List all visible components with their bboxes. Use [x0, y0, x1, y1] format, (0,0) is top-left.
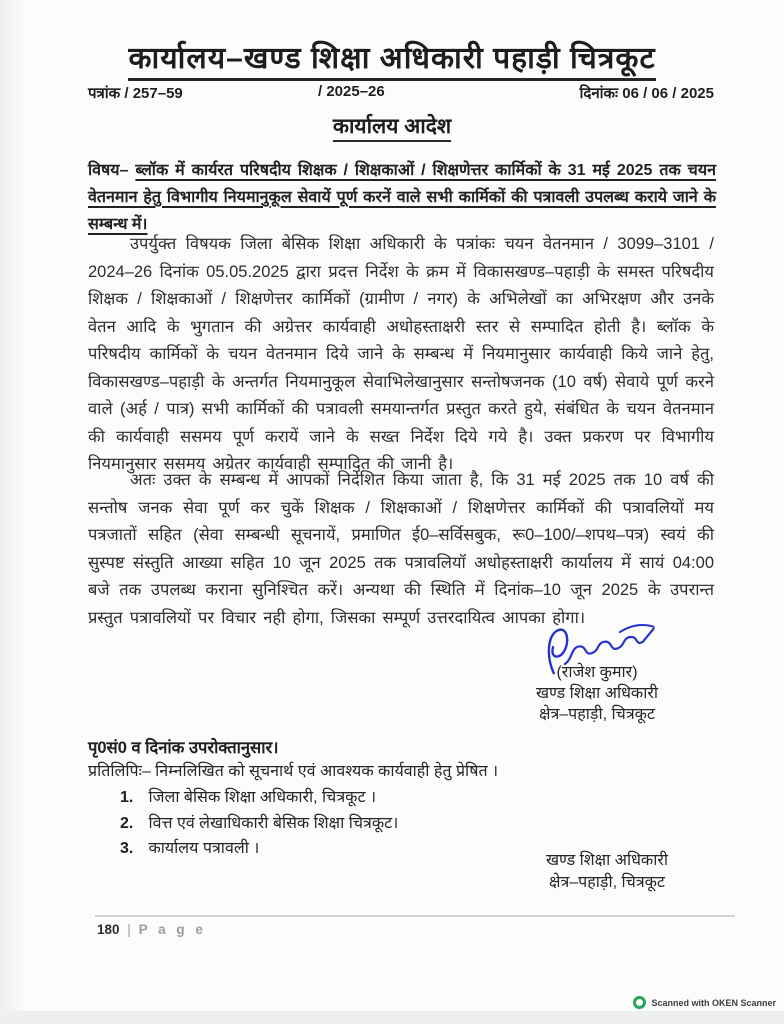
reference-row	[88, 83, 714, 103]
officer-block	[502, 850, 712, 894]
footer-divider	[95, 915, 735, 917]
signatory-name: (राजेश कुमार)	[556, 664, 638, 681]
page-separator: |	[127, 922, 131, 937]
scan-edge-shadow	[0, 0, 26, 1011]
footer-ref-note: पृ0सं0 व दिनांक उपरोक्तानुसार।	[88, 739, 279, 757]
signatory-designation: खण्ड शिक्षा अधिकारी	[535, 685, 659, 702]
signature-block	[482, 662, 712, 725]
copy-item-text: वित्त एवं लेखाधिकारी बेसिक शिक्षा चित्रकूट।	[148, 814, 399, 832]
subject-label: विषय–	[88, 162, 129, 179]
scan-bottom-strip	[0, 1011, 784, 1024]
letter-date: दिनांकः 06 / 06 / 2025	[579, 85, 714, 102]
officer-area: क्षेत्र–पहाड़ी, चित्रकूट	[548, 874, 665, 891]
body-paragraph-2: अतः उक्त के सम्बन्ध में आपकों निर्देशित किया जाता है, कि 31 मई 2025 तक 10 वर्ष की सन्तोष जनक सेवा पूर्ण कर चुकें शिक्षक / शिक्षकाओं / शिक्षणेत्तर कार्मिकों की पत्रावलियों मय पत्रजातों सहित (सेवा सम्बन्धी सूचनायें, प्रमाणित ई0–सर्विसबुक, रू0–100/–शपथ–पत्र) स्वयं की सुस्पष्ट संस्तुति आख्या सहित 10 जून 2025 तक पत्रावलियॉ अधोहस्ताक्षरी कार्यालय में सायं 04:00 बजे तक उपलब्ध कराना सुनिश्चित करें। अन्यथा की स्थिति में दिनांक–10 जून 2025 के उपरान्त प्रस्तुत पत्रावलियों पर विचार नही होगा, जिसका सम्पूर्ण उत्तरदायित्व आपका होगा।	[88, 471, 714, 627]
letter-year: / 2025–26	[318, 83, 385, 100]
subject-block	[88, 157, 716, 238]
order-heading-wrap	[0, 112, 784, 140]
footer-block	[88, 736, 714, 862]
page-label: P a g e	[138, 922, 207, 937]
order-heading: कार्यालय आदेश	[333, 115, 451, 142]
copy-item-number: 3.	[120, 840, 134, 857]
subject-text: ब्लॉक में कार्यरत परिषदीय शिक्षक / शिक्षकाओं / शिक्षणेत्तर कार्मिकों के 31 मई 2025 तक चयन वेतनमान हेतु विभागीय नियमानुकूल सेवायें पूर्ण करनें वाले सभी कार्मिकों की पत्रावली उपलब्ध कराये जाने के सम्बन्ध में।	[88, 162, 716, 233]
scanner-label: Scanned with OKEN Scanner	[651, 997, 776, 1008]
letterhead	[0, 36, 784, 77]
copy-item-number: 2.	[120, 814, 134, 832]
letter-number: पत्रांक / 257–59	[88, 85, 183, 102]
copy-item-text: जिला बेसिक शिक्षा अधिकारी, चित्रकूट ।	[148, 789, 377, 806]
copy-item-number: 1.	[120, 789, 134, 806]
copy-item	[88, 785, 714, 811]
copy-item	[88, 811, 714, 837]
scanner-badge	[633, 996, 776, 1009]
body-paragraph-1: उपर्युक्त विषयक जिला बेसिक शिक्षा अधिकारी के पत्रांकः चयन वेतनमान / 3099–3101 / 2024–26 दिनांक 05.05.2025 द्वारा प्रदत्त निर्देश के क्रम में विकासखण्ड–पहाड़ी के समस्त परिषदीय शिक्षक / शिक्षकाओं / शिक्षणेत्तर कार्मिकों (ग्रामीण / नगर) के अभिलेखों का अभिरक्षण और उनके वेतन आदि के भुगतान की अग्रेत्तर कार्यवाही अधोहस्ताक्षरी स्तर से सम्पादित होती है। ब्लॉक के परिषदीय कार्मिकों के चयन वेतनमान दिये जाने के सम्बन्ध में नियमानुसार कार्यवाही किये जाने हेतु, विकासखण्ड–पहाड़ी के अन्तर्गत नियमानुकूल सेवाभिलेखानुसार सन्तोषजनक (10 वर्ष) सेवाये पूर्ण करने वाले (अर्ह / पात्र) सभी कार्मिकों की पत्रावली समयान्तर्गत प्रस्तुत करते हुये, संबंधित के चयन वेतनमान की कार्यवाही ससमय पूर्ण करायें जाने के सख्त निर्देश दिये गये है। उक्त प्रकरण पर विभागीय नियमानुसार ससमय अग्रेतर कार्यवाही सम्पादित की जानी है।	[88, 235, 714, 473]
page-number-line	[97, 922, 206, 937]
copy-item-text: कार्यालय पत्रावली ।	[148, 840, 260, 857]
signatory-area: क्षेत्र–पहाड़ी, चित्रकूट	[538, 706, 655, 723]
officer-designation: खण्ड शिक्षा अधिकारी	[545, 852, 669, 869]
copy-to-line: प्रतिलिपिः– निम्नलिखित को सूचनार्थ एवं आवश्यक कार्यवाही हेतु प्रेषित ।	[88, 763, 499, 780]
page-number: 180	[97, 922, 120, 937]
oken-scanner-icon	[633, 996, 646, 1009]
office-title: कार्यालय–खण्ड शिक्षा अधिकारी पहाड़ी चित्रकूट	[128, 42, 655, 81]
